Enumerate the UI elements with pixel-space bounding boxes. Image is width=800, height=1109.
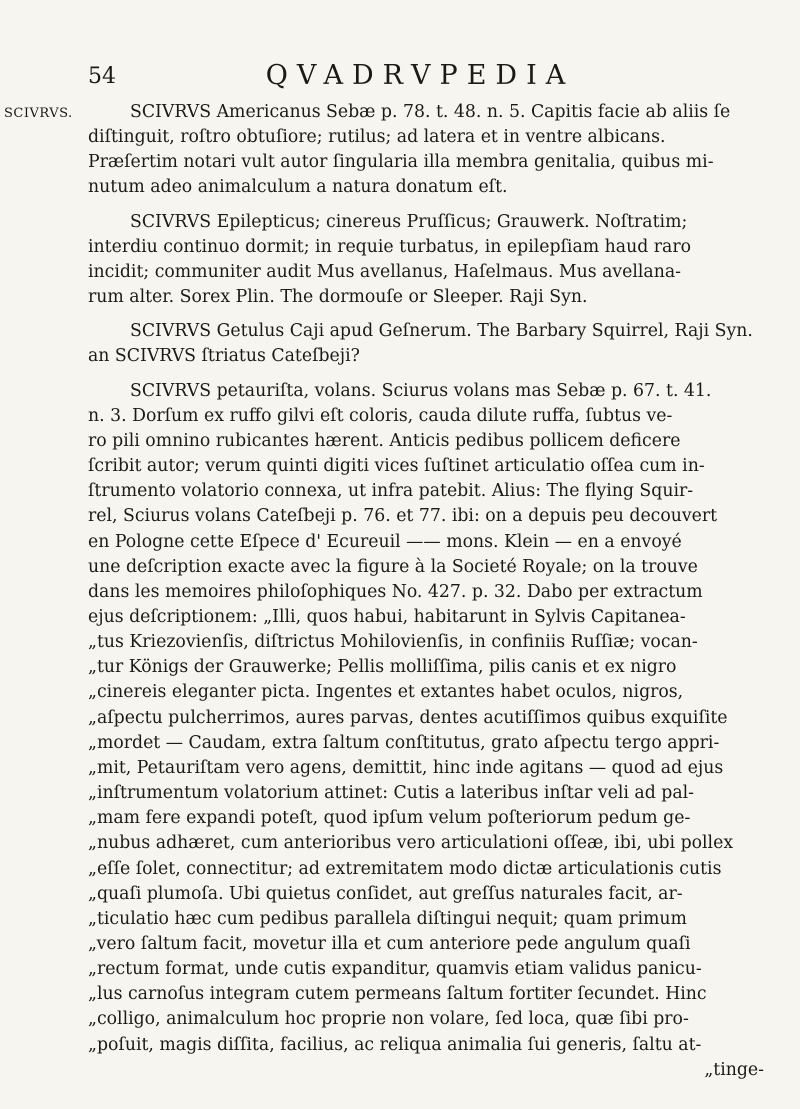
text-line: „rectum format, unde cutis expanditur, quamvis etiam validus panicu- bbox=[88, 959, 702, 980]
catchword: „tinge- bbox=[704, 1059, 764, 1080]
running-title: QVADRVPEDIA bbox=[265, 60, 575, 91]
text-line: „nubus adhæret, cum anterioribus vero articulationi oſſeæ, ibi, ubi pollex bbox=[88, 833, 734, 854]
text-line: „eſſe ſolet, connectitur; ad extremitatem modo dictæ articulationis cutis bbox=[88, 858, 722, 879]
text-line: SCIVRVS petauriſta, volans. Sciurus volans mas Sebæ p. 67. t. 41. bbox=[130, 380, 712, 401]
text-line: ſtrumento volatorio connexa, ut infra patebit. Alius: The flying Squir- bbox=[88, 481, 694, 502]
text-line: „inſtrumentum volatorium attinet: Cutis a lateribus inſtar veli ad pal- bbox=[88, 783, 695, 804]
text-line: „colligo, animalculum hoc proprie non volare, ſed loca, quæ ſibi pro- bbox=[88, 1009, 689, 1030]
text-line: ejus deſcriptionem: „Illi, quos habui, habitarunt in Sylvis Capitanea- bbox=[88, 606, 686, 627]
paragraph-epilepticus bbox=[88, 210, 764, 311]
text-line: une deſcription exacte avec la figure à la Societé Royale; on la trouve bbox=[88, 556, 698, 577]
text-line: Præſertim notari vult autor ſingularia illa membra genitalia, quibus mi- bbox=[88, 152, 714, 173]
text-line: interdiu continuo dormit; in requie turbatus, in epilepſiam haud raro bbox=[88, 236, 691, 257]
paragraph-americanus bbox=[88, 100, 764, 201]
text-line: ſcribit autor; verum quinti digiti vices ſuſtinet articulatio oſſea cum in- bbox=[88, 456, 705, 477]
text-line: „cinereis eleganter picta. Ingentes et extantes habet oculos, nigros, bbox=[88, 682, 684, 703]
text-line: incidit; communiter audit Mus avellanus, Haſelmaus. Mus avellana- bbox=[88, 261, 681, 282]
text-line: an SCIVRVS ſtriatus Cateſbeji? bbox=[88, 346, 360, 367]
page-number: 54 bbox=[88, 64, 116, 89]
text-line: „ticulatio hæc cum pedibus parallela diſtingui nequit; quam primum bbox=[88, 908, 687, 929]
text-line: „quaſi plumoſa. Ubi quietus conſidet, aut greſſus naturales facit, ar- bbox=[88, 883, 683, 904]
text-line: „vero ſaltum facit, movetur illa et cum anteriore pede angulum quaſi bbox=[88, 934, 691, 954]
text-line: „tus Kriezovienſis, diſtrictus Mohilovienſis, in confiniis Ruſſiæ; vocan- bbox=[88, 632, 698, 653]
text-line: n. 3. Dorſum ex ruffo gilvi eſt coloris, cauda dilute ruffa, ſubtus ve- bbox=[88, 405, 673, 426]
paragraph-getulus bbox=[88, 319, 764, 369]
text-line: SCIVRVS Epilepticus; cinereus Pruſſicus; Grauwerk. Noſtratim; bbox=[130, 211, 688, 232]
margin-note: SCIVRVS. bbox=[4, 106, 73, 121]
text-line: dans les memoires philoſophiques No. 427. p. 32. Dabo per extractum bbox=[88, 581, 703, 602]
body-text bbox=[88, 100, 764, 1083]
text-line: nutum adeo animalculum a natura donatum eſt. bbox=[88, 177, 508, 198]
text-line: „mordet — Caudam, extra ſaltum conſtitutus, grato aſpectu tergo appri- bbox=[88, 732, 720, 753]
text-line: „aſpectu pulcherrimos, aures parvas, dentes acutiſſimos quibus exquiſite bbox=[88, 707, 728, 728]
text-line: rum alter. Sorex Plin. The dormouſe or Sleeper. Raji Syn. bbox=[88, 287, 588, 308]
text-line: „poſuit, magis diſſita, facilius, ac reliqua animalia ſui generis, ſaltu at- bbox=[88, 1034, 702, 1055]
text-line: „lus carnoſus integram cutem permeans ſaltum fortiter ſecundet. Hinc bbox=[88, 984, 707, 1005]
text-line: SCIVRVS Getulus Caji apud Geſnerum. The Barbary Squirrel, Raji Syn. bbox=[130, 321, 753, 342]
text-line: „mit, Petauriſtam vero agens, demittit, hinc inde agitans — quod ad ejus bbox=[88, 757, 724, 778]
paragraph-petaurista bbox=[88, 379, 764, 1083]
text-line: „mam fere expandi poteſt, quod ipſum velum poſteriorum pedum ge- bbox=[88, 808, 691, 829]
text-line: ro pili omnino rubicantes hærent. Anticis pedibus pollicem deficere bbox=[88, 430, 681, 451]
text-line: SCIVRVS Americanus Sebæ p. 78. t. 48. n. 5. Capitis facie ab aliis ſe bbox=[130, 102, 731, 122]
text-line: rel, Sciurus volans Cateſbeji p. 76. et 77. ibi: on a depuis peu decouvert bbox=[88, 506, 718, 527]
text-line: diſtinguit, roſtro obtuſiore; rutilus; ad latera et in ventre albicans. bbox=[88, 127, 666, 148]
text-line: en Pologne cette Eſpece d' Ecureuil —— mons. Klein — en a envoyé bbox=[88, 531, 682, 552]
text-line: „tur Königs der Grauwerke; Pellis molliſſima, pilis canis et ex nigro bbox=[88, 657, 677, 678]
